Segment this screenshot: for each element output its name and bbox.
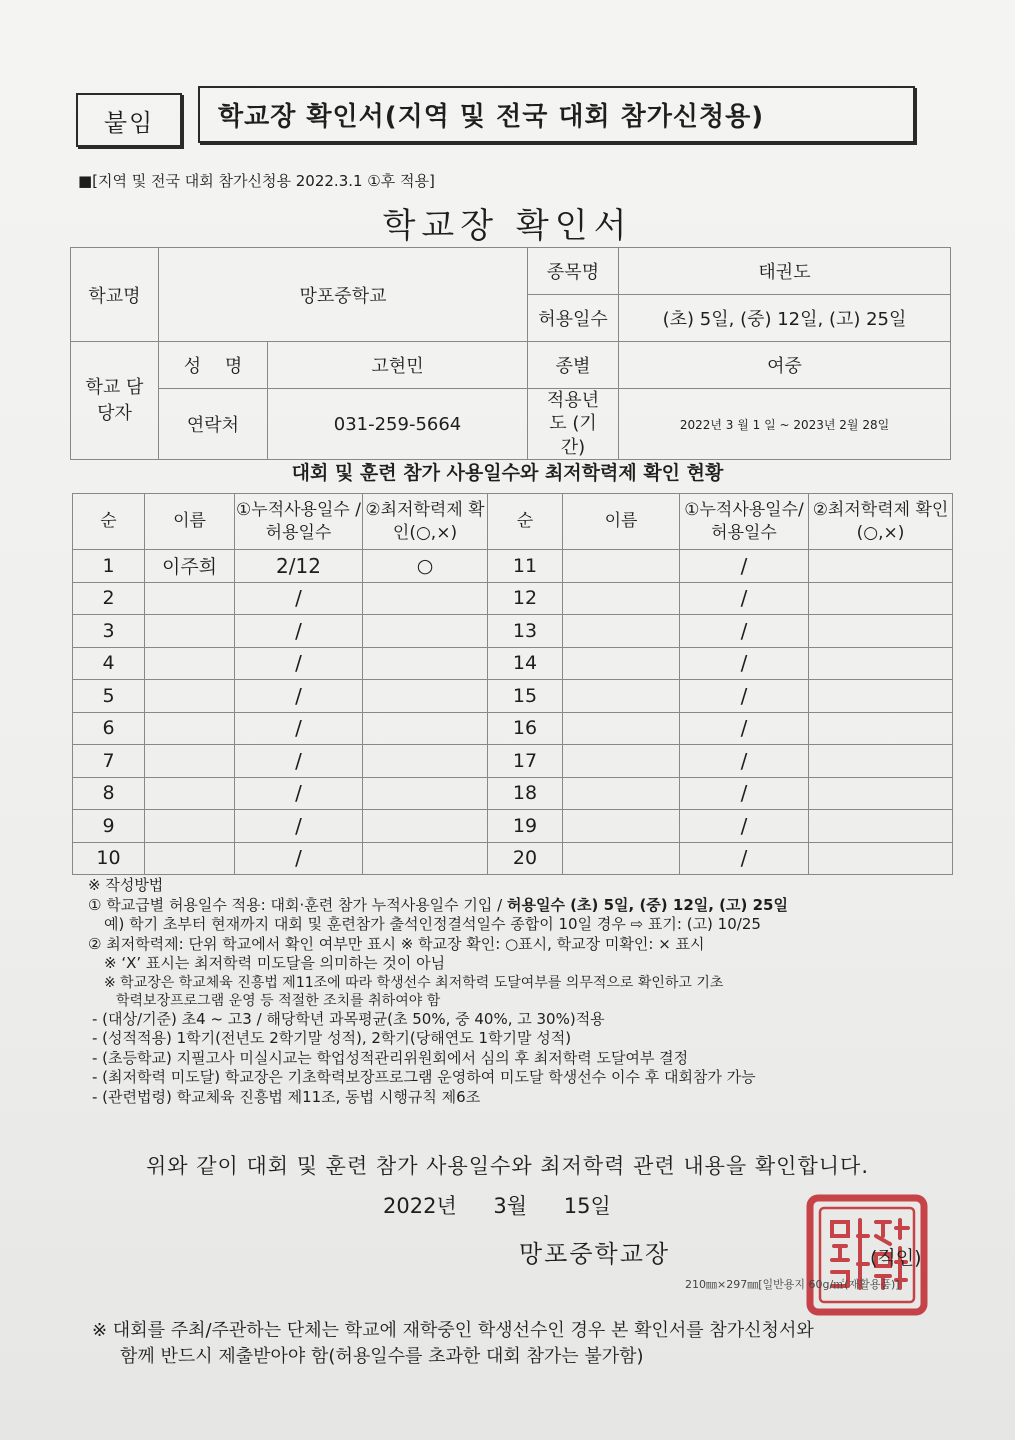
row-number: 19 <box>488 810 563 843</box>
days-used: / <box>235 745 363 778</box>
contact-value: 031-259-5664 <box>268 389 528 460</box>
student-name <box>563 550 680 583</box>
applicability-notice: ■[지역 및 전국 대회 참가신청용 2022.3.1 ①후 적용] <box>78 172 435 190</box>
min-academic-check <box>363 810 488 843</box>
days-used: / <box>680 842 809 875</box>
category-label: 종별 <box>528 342 619 389</box>
table-row <box>73 745 953 778</box>
row-number: 3 <box>73 615 145 648</box>
footer-line-1: ※ 대회를 주최/주관하는 단체는 학교에 재학중인 학생선수인 경우 본 확인서를 참가신청서와 <box>92 1320 814 1341</box>
student-name <box>563 842 680 875</box>
student-name <box>563 810 680 843</box>
min-academic-check <box>363 647 488 680</box>
principal-title: 망포중학교장 <box>519 1240 671 1268</box>
guide-detail-1: - (대상/기준) 초4 ~ 고3 / 해당학년 과목평균(초 50%, 중 40%, 고 30%)적용 <box>92 1009 605 1028</box>
paper-size-note: 210㎜×297㎜[일반용지 60g/㎡(재활용품)] <box>685 1278 900 1291</box>
days-used: / <box>235 582 363 615</box>
issue-date <box>383 1190 611 1220</box>
guide-item-1-text: ① 학교급별 허용일수 적용: 대회·훈련 참가 누적사용일수 기입 / <box>88 895 507 914</box>
student-name <box>145 745 235 778</box>
student-name <box>563 582 680 615</box>
guide-detail-2: - (성적적용) 1학기(전년도 2학기말 성적), 2학기(당해연도 1학기말 성적) <box>92 1029 572 1048</box>
row-number: 4 <box>73 647 145 680</box>
min-academic-check <box>363 712 488 745</box>
row-number: 6 <box>73 712 145 745</box>
min-academic-check <box>363 842 488 875</box>
name-label: 성 명 <box>159 342 268 389</box>
row-number: 9 <box>73 810 145 843</box>
header-check: ②최저학력제 확인(○,×) <box>363 494 488 550</box>
days-used: 2/12 <box>235 550 363 583</box>
min-academic-check <box>809 680 953 713</box>
row-number: 10 <box>73 842 145 875</box>
student-name <box>145 810 235 843</box>
row-number: 2 <box>73 582 145 615</box>
school-info-table <box>70 247 951 460</box>
days-used: / <box>680 647 809 680</box>
min-academic-check <box>809 842 953 875</box>
days-used: / <box>680 680 809 713</box>
guide-detail-3: - (초등학교) 지필고사 미실시교는 학업성적관리위원회에서 심의 후 최저학력 도달여부 결정 <box>92 1048 689 1067</box>
guide-heading: ※ 작성방법 <box>88 876 164 894</box>
min-academic-check <box>363 680 488 713</box>
row-number: 20 <box>488 842 563 875</box>
student-name <box>563 712 680 745</box>
table-row <box>73 680 953 713</box>
guide-detail-5: - (관련법령) 학교체육 진흥법 제11조, 동법 시행규칙 제6조 <box>92 1087 481 1106</box>
records-header-row <box>73 494 953 550</box>
min-academic-check <box>363 745 488 778</box>
min-academic-check <box>809 582 953 615</box>
row-number: 5 <box>73 680 145 713</box>
days-used: / <box>680 550 809 583</box>
days-used: / <box>235 615 363 648</box>
min-academic-check <box>363 615 488 648</box>
min-academic-check <box>809 745 953 778</box>
table-row <box>73 647 953 680</box>
guide-item-1 <box>88 896 948 916</box>
guide-note-2b: 학력보장프로그램 운영 등 적절한 조치를 취하여야 함 <box>116 992 441 1009</box>
allowed-days-value: (초) 5일, (중) 12일, (고) 25일 <box>619 295 951 342</box>
guide-item-1-bold: 허용일수 (초) 5일, (중) 12일, (고) 25일 <box>507 895 788 914</box>
attachment-label: 붙임 <box>76 93 182 147</box>
date-day: 15일 <box>563 1194 611 1218</box>
event-value: 태권도 <box>619 248 951 295</box>
student-name <box>563 647 680 680</box>
row-number: 12 <box>488 582 563 615</box>
row-number: 18 <box>488 777 563 810</box>
table-row <box>73 582 953 615</box>
days-used: / <box>235 680 363 713</box>
contact-label: 연락처 <box>159 389 268 460</box>
name-value: 고현민 <box>268 342 528 389</box>
min-academic-check <box>809 615 953 648</box>
section-title: 대회 및 훈련 참가 사용일수와 최저학력제 확인 현황 <box>291 462 724 484</box>
table-row <box>73 777 953 810</box>
student-name <box>145 647 235 680</box>
event-label: 종목명 <box>528 248 619 295</box>
header-no: 순 <box>488 494 563 550</box>
student-name: 이주희 <box>145 550 235 583</box>
category-value: 여중 <box>619 342 951 389</box>
days-used: / <box>680 810 809 843</box>
row-number: 17 <box>488 745 563 778</box>
days-used: / <box>235 777 363 810</box>
student-name <box>145 582 235 615</box>
days-used: / <box>235 712 363 745</box>
student-name <box>563 777 680 810</box>
student-name <box>563 745 680 778</box>
days-used: / <box>235 647 363 680</box>
guide-example: 예) 학기 초부터 현재까지 대회 및 훈련참가 출석인정결석일수 종합이 10일 경우 ⇨ 표기: (고) 10/25 <box>104 915 761 933</box>
date-month: 3월 <box>493 1194 528 1218</box>
days-used: / <box>235 810 363 843</box>
min-academic-check <box>809 777 953 810</box>
seal-mark-label: (직인) <box>870 1247 922 1269</box>
period-value: 2022년 3 월 1 일 ~ 2023년 2월 28일 <box>619 389 951 460</box>
table-row <box>73 842 953 875</box>
min-academic-check <box>809 810 953 843</box>
days-used: / <box>680 745 809 778</box>
confirmation-statement: 위와 같이 대회 및 훈련 참가 사용일수와 최저학력 관련 내용을 확인합니다. <box>145 1154 869 1178</box>
guide-detail-4: - (최저학력 미도달) 학교장은 기초학력보장프로그램 운영하여 미도달 학생선수 이수 후 대회참가 가능 <box>92 1068 756 1087</box>
footer-notice <box>92 1318 814 1370</box>
writing-guide <box>88 876 948 1107</box>
days-used: / <box>680 777 809 810</box>
records-table <box>72 493 953 875</box>
min-academic-check <box>809 647 953 680</box>
header-name: 이름 <box>145 494 235 550</box>
min-academic-check: ○ <box>363 550 488 583</box>
min-academic-check <box>363 582 488 615</box>
guide-note-2a: ※ 학교장은 학교체육 진흥법 제11조에 따라 학생선수 최저학력 도달여부를 의무적으로 확인하고 기초 <box>104 974 724 991</box>
header-no: 순 <box>73 494 145 550</box>
days-used: / <box>680 582 809 615</box>
document-title: 학교장 확인서 <box>382 206 633 246</box>
table-row <box>73 615 953 648</box>
row-number: 16 <box>488 712 563 745</box>
staff-label: 학교 담당자 <box>71 342 159 460</box>
student-name <box>145 842 235 875</box>
student-name <box>145 615 235 648</box>
guide-item-2: ② 최저학력제: 단위 학교에서 확인 여부만 표시 ※ 학교장 확인: ○표시, 학교장 미확인: × 표시 <box>88 934 705 953</box>
allowed-days-label: 허용일수 <box>528 295 619 342</box>
guide-note-1: ※ ‘X’ 표시는 최저학력 미도달을 의미하는 것이 아님 <box>104 954 446 972</box>
table-row <box>73 550 953 583</box>
row-number: 1 <box>73 550 145 583</box>
min-academic-check <box>363 777 488 810</box>
table-row <box>73 810 953 843</box>
header-check: ②최저학력제 확인(○,×) <box>809 494 953 550</box>
days-used: / <box>235 842 363 875</box>
min-academic-check <box>809 712 953 745</box>
row-number: 15 <box>488 680 563 713</box>
form-title: 학교장 확인서(지역 및 전국 대회 참가신청용) <box>198 86 915 143</box>
days-used: / <box>680 615 809 648</box>
footer-line-2: 함께 반드시 제출받아야 함(허용일수를 초과한 대회 참가는 불가함) <box>120 1346 644 1368</box>
row-number: 14 <box>488 647 563 680</box>
student-name <box>563 680 680 713</box>
date-year: 2022년 <box>383 1194 457 1218</box>
student-name <box>145 777 235 810</box>
header-days: ①누적사용일수 /허용일수 <box>235 494 363 550</box>
student-name <box>145 680 235 713</box>
header-days: ①누적사용일수/ 허용일수 <box>680 494 809 550</box>
student-name <box>145 712 235 745</box>
table-row <box>73 712 953 745</box>
min-academic-check <box>809 550 953 583</box>
days-used: / <box>680 712 809 745</box>
row-number: 11 <box>488 550 563 583</box>
student-name <box>563 615 680 648</box>
row-number: 8 <box>73 777 145 810</box>
school-name-label: 학교명 <box>71 248 159 342</box>
school-name-value: 망포중학교 <box>159 248 528 342</box>
period-label: 적용년도 (기간) <box>528 389 619 460</box>
row-number: 7 <box>73 745 145 778</box>
row-number: 13 <box>488 615 563 648</box>
header-name: 이름 <box>563 494 680 550</box>
